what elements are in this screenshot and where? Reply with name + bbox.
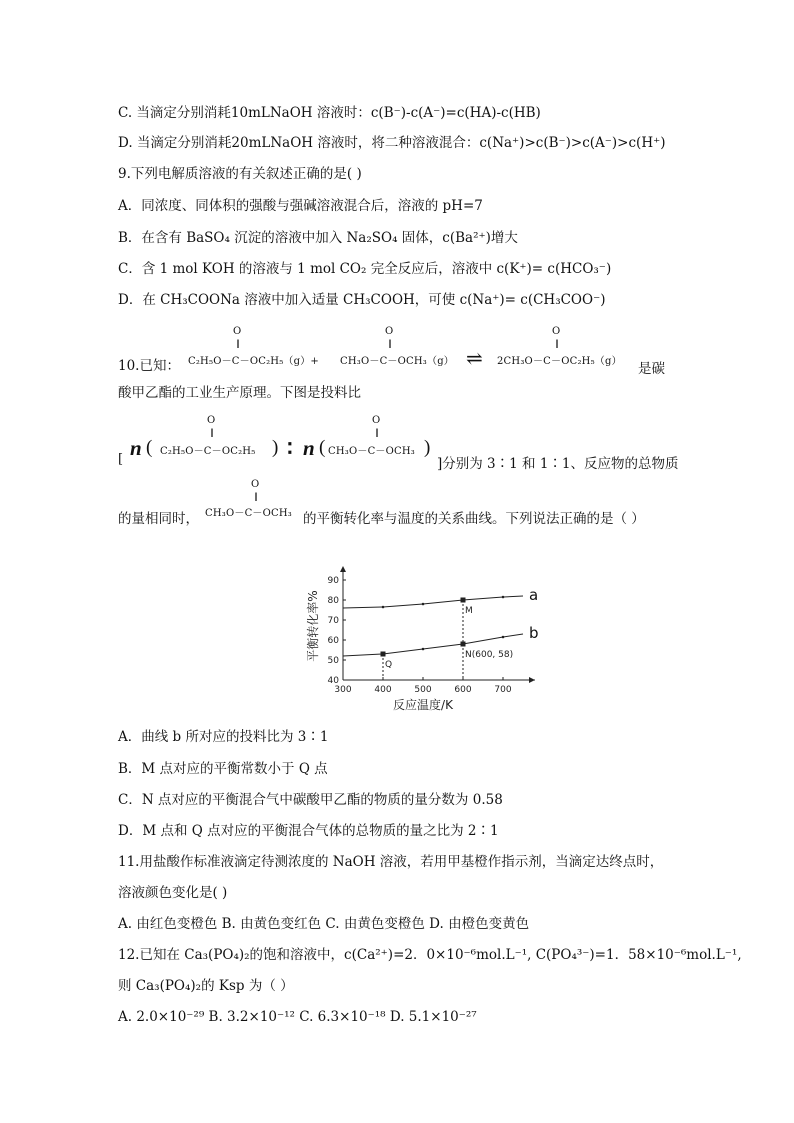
point-marker xyxy=(381,652,386,657)
question-9: 9.下列电解质溶液的有关叙述正确的是( ) xyxy=(118,166,362,182)
x-tick-label: 300 xyxy=(334,685,352,695)
series-label-a: a xyxy=(529,586,539,604)
y-tick-label: 40 xyxy=(327,676,339,686)
option-d-prev: D. 当滴定分别消耗20mLNaOH 溶液时，将二种溶液混合：c(Na⁺)>c(B⁻)>c(A⁻)>c(H⁺) xyxy=(118,135,666,151)
series-point-a xyxy=(502,596,505,599)
q10-option-c: C．N 点对应的平衡混合气中碳酸甲乙酯的物质的量分数为 0.58 xyxy=(118,792,503,808)
double-bond: ‖ xyxy=(254,492,258,501)
y-axis-arrow xyxy=(340,566,346,572)
carbonyl-o: O xyxy=(385,326,394,337)
series-point-b xyxy=(502,636,505,639)
y-tick-label: 80 xyxy=(327,596,339,606)
x-axis-arrow xyxy=(529,677,535,683)
q9-option-c: C．含 1 mol KOH 的溶液与 1 mol CO₂ 完全反应后，溶液中 c(K⁺)= c(HCO₃⁻) xyxy=(118,261,612,277)
q10-option-a: A．曲线 b 所对应的投料比为 3∶1 xyxy=(118,729,329,745)
ratio-tail: ]分别为 3∶1 和 1∶1、反应物的总物质 xyxy=(437,456,679,472)
series-point-a xyxy=(382,606,385,609)
q10-option-b: B．M 点对应的平衡常数小于 Q 点 xyxy=(118,761,328,777)
x-axis-label: 反应温度/K xyxy=(393,698,453,712)
double-bond: ‖ xyxy=(555,339,559,348)
ratio-rparen: ) xyxy=(424,437,431,458)
y-tick-label: 50 xyxy=(327,656,339,666)
ratio-rparen: ) xyxy=(272,437,279,458)
point-marker xyxy=(461,642,466,647)
point-label: M xyxy=(465,606,473,616)
carbonyl-o: O xyxy=(372,415,381,426)
q10-line2: 酸甲乙酯的工业生产原理。下图是投料比 xyxy=(118,385,361,401)
question-11: 11.用盐酸作标准液滴定待测浓度的 NaOH 溶液，若用甲基橙作指示剂，当滴定达终点时， xyxy=(118,854,664,870)
x-tick-label: 600 xyxy=(454,685,472,695)
x-tick-label: 500 xyxy=(414,685,432,695)
y-tick-label: 90 xyxy=(327,576,339,586)
question-11-line2: 溶液颜色变化是( ) xyxy=(118,885,228,901)
double-bond: ‖ xyxy=(388,339,392,348)
double-bond: ‖ xyxy=(236,339,240,348)
option-c-prev: C. 当滴定分别消耗10mLNaOH 溶液时：c(B⁻)-c(A⁻)=c(HA)-c(HB) xyxy=(118,105,541,121)
carbonyl-o: O xyxy=(233,326,242,337)
q10-prefix: 10.已知： xyxy=(118,358,180,374)
equilibrium-arrow: ⇌ xyxy=(466,346,483,370)
reactant-1: C₂H₅O－C－OC₂H₅（g）+ xyxy=(188,356,320,367)
carbonyl-o: O xyxy=(207,415,216,426)
reactant-2: CH₃O－C－OCH₃（g） xyxy=(340,356,455,367)
x-tick-label: 700 xyxy=(494,685,512,695)
ratio-formula-2: CH₃O－C－OCH₃ xyxy=(328,446,416,457)
series-label-b: b xyxy=(529,624,539,642)
question-12-line2: 则 Ca₃(PO₄)₂的 Ksp 为（ ） xyxy=(118,978,294,994)
ratio-open-bracket: [ xyxy=(118,452,124,467)
ratio-n2: n xyxy=(303,436,315,460)
q10-suffix: 是碳 xyxy=(638,361,665,377)
double-bond: ‖ xyxy=(375,428,379,437)
double-bond: ‖ xyxy=(210,428,214,437)
q10-line4-formula: CH₃O－C－OCH₃ xyxy=(205,508,293,519)
product: 2CH₃O－C－OC₂H₅（g） xyxy=(497,356,622,367)
series-line-a xyxy=(343,596,523,608)
q12-options: A. 2.0×10⁻²⁹ B. 3.2×10⁻¹² C. 6.3×10⁻¹⁸ D. 5.1×10⁻²⁷ xyxy=(118,1009,477,1025)
q10-option-d: D．M 点和 Q 点对应的平衡混合气体的总物质的量之比为 2∶1 xyxy=(118,823,499,839)
question-12: 12.已知在 Ca₃(PO₄)₂的饱和溶液中，c(Ca²⁺)=2．0×10⁻⁶mol.L⁻¹, C(PO₄³⁻)=1．58×10⁻⁶mol.L⁻¹, xyxy=(118,947,742,963)
ratio-lparen: ( xyxy=(319,437,326,458)
x-tick-label: 400 xyxy=(374,685,392,695)
point-label: N(600, 58) xyxy=(465,650,514,660)
ratio-n1: n xyxy=(130,436,142,460)
point-marker xyxy=(461,598,466,603)
q9-option-b: B．在含有 BaSO₄ 沉淀的溶液中加入 Na₂SO₄ 固体，c(Ba²⁺)增大 xyxy=(118,230,518,246)
series-point-a xyxy=(422,603,425,606)
y-axis-label: 平衡转化率% xyxy=(306,590,320,662)
ratio-colon: ∶ xyxy=(287,436,293,462)
carbonyl-o: O xyxy=(552,326,561,337)
q11-options: A. 由红色变橙色 B. 由黄色变红色 C. 由黄色变橙色 D. 由橙色变黄色 xyxy=(118,916,530,932)
q10-line4-b: 的平衡转化率与温度的关系曲线。下列说法正确的是（ ） xyxy=(303,511,645,527)
q9-option-d: D．在 CH₃COONa 溶液中加入适量 CH₃COOH，可使 c(Na⁺)= c(CH₃COO⁻) xyxy=(118,292,606,308)
point-label: Q xyxy=(385,660,393,670)
ratio-lparen: ( xyxy=(146,437,153,458)
ratio-formula-1: C₂H₅O－C－OC₂H₅ xyxy=(160,446,256,457)
q9-option-a: A．同浓度、同体积的强酸与强碱溶液混合后，溶液的 pH=7 xyxy=(118,198,483,214)
y-tick-label: 60 xyxy=(327,636,339,646)
conversion-chart xyxy=(305,540,539,720)
q10-line4-a: 的量相同时， xyxy=(118,511,199,527)
carbonyl-o: O xyxy=(251,479,260,490)
y-tick-label: 70 xyxy=(327,616,339,626)
series-point-b xyxy=(422,648,425,651)
